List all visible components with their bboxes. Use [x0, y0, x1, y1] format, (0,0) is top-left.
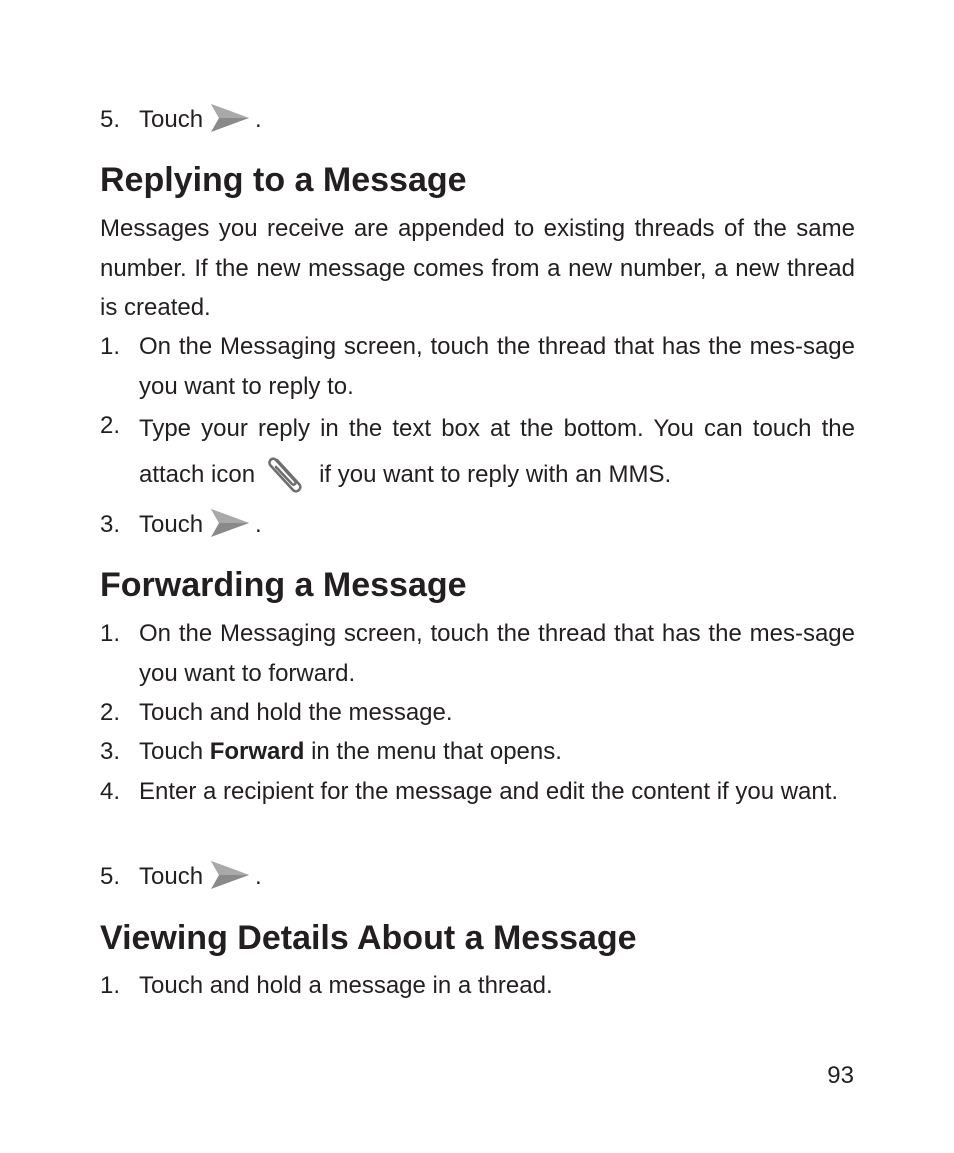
- step-text: Touch: [139, 511, 204, 538]
- paperclip-icon: [263, 452, 309, 496]
- step-text: Type your reply in the text box at the bottom. You can touch the attach icon: [139, 415, 855, 488]
- step-text: Touch and hold the message.: [139, 699, 453, 726]
- step-number: 3.: [100, 511, 121, 538]
- step-number: 2.: [100, 699, 121, 726]
- replying-intro: Messages you receive are appended to existing threads of the same number. If the new message comes from a new number, a new thread is created.: [100, 215, 855, 321]
- send-arrow-icon: [209, 100, 251, 136]
- step-number: 5.: [100, 106, 121, 133]
- top-step-5: [100, 100, 855, 140]
- step-text: Touch and hold a message in a thread.: [139, 972, 553, 999]
- section-heading-viewing: Viewing Details About a Message: [100, 919, 637, 957]
- send-arrow-icon: [209, 505, 251, 541]
- section-heading-forwarding: Forwarding a Message: [100, 566, 467, 604]
- replying-step-3: [100, 505, 855, 545]
- forwarding-step-2: [100, 693, 855, 733]
- replying-step-1: [100, 327, 855, 406]
- step-number: 1.: [100, 333, 121, 360]
- step-text: On the Messaging screen, touch the thread that has the mes-sage you want to forward.: [139, 620, 855, 687]
- step-period: .: [255, 106, 262, 133]
- replying-step-2: [100, 406, 855, 498]
- step-text: Touch: [139, 863, 204, 890]
- step-text: in the menu that opens.: [311, 738, 562, 765]
- forwarding-step-4: [100, 772, 855, 812]
- send-arrow-icon: [209, 857, 251, 893]
- forwarding-step-5: [100, 857, 855, 897]
- step-number: 1.: [100, 972, 121, 999]
- section-heading-replying: Replying to a Message: [100, 161, 467, 199]
- step-text: Touch: [139, 738, 204, 765]
- step-number: 5.: [100, 863, 121, 890]
- step-text: On the Messaging screen, touch the thread that has the mes-sage you want to reply to.: [139, 333, 855, 400]
- forwarding-step-1: [100, 614, 855, 693]
- step-period: .: [255, 863, 262, 890]
- step-text: Touch: [139, 106, 204, 133]
- step-text: Enter a recipient for the message and edit the content if you want.: [139, 778, 839, 805]
- viewing-step-1: [100, 966, 855, 1006]
- step-number: 2.: [100, 412, 121, 439]
- step-number: 4.: [100, 778, 121, 805]
- step-number: 3.: [100, 738, 121, 765]
- forward-menu-term: Forward: [209, 738, 305, 765]
- step-period: .: [255, 511, 262, 538]
- step-number: 1.: [100, 620, 121, 647]
- step-text: if you want to reply with an MMS.: [319, 461, 672, 488]
- page-number: 93: [827, 1062, 854, 1089]
- forwarding-step-3: [100, 732, 855, 772]
